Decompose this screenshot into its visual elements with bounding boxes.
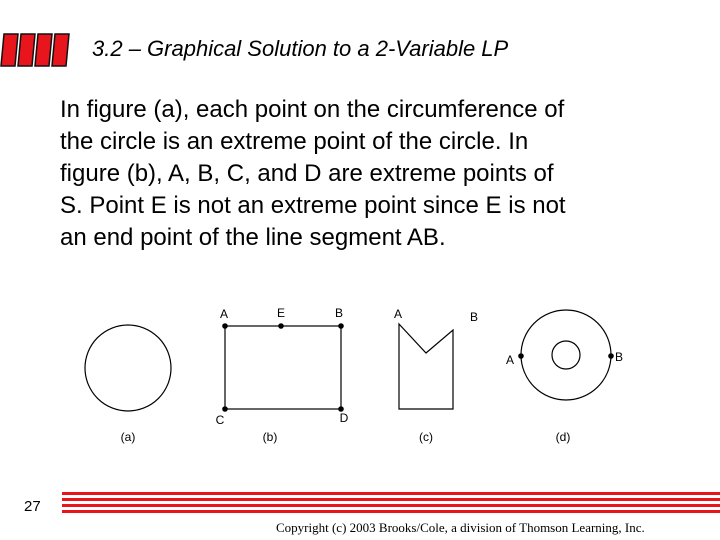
figure-c-label-b: B [469,310,479,324]
footer-stripes [62,490,720,516]
body-line: figure (b), A, B, C, and D are extreme points of [60,160,554,187]
figure-c-label-a: A [393,307,403,321]
body-line: S. Point E is not an extreme point since E is not [60,192,566,219]
figure-b-point-b [338,323,344,329]
figure-d-point-a [518,353,524,359]
figure-d-outer-circle [521,310,611,400]
figure-b-point-e [278,323,284,329]
figure-b-rectangle [225,326,341,409]
figure-c-caption: (c) [419,430,433,444]
figure-d-inner-circle [552,341,580,369]
figure-b-label-e: E [276,306,286,320]
body-line: an end point of the line segment AB. [60,224,446,251]
figure-d-label-a: A [505,353,515,367]
page-number: 27 [24,498,41,515]
figure-a-caption: (a) [120,430,136,444]
figure-b-label-a: A [219,307,229,321]
figure-d-point-b [608,353,614,359]
figure-c-polygon [399,324,453,409]
copyright-text: Copyright (c) 2003 Brooks/Cole, a division of Thomson Learning, Inc. [276,520,645,535]
figure-d-label-b: B [614,350,624,364]
figure-d-caption: (d) [555,430,571,444]
figure-b-label-b: B [334,306,344,320]
logo-stripes [0,32,76,68]
figure-a-circle [85,325,171,411]
body-line: the circle is an extreme point of the circle. In [60,128,529,155]
figure-b-point-a [222,323,228,329]
body-text [60,94,680,254]
extreme-points-figure [0,290,720,450]
figure-b-caption: (b) [262,430,278,444]
figure-b-point-c [222,406,228,412]
figure-b-label-c: C [215,413,225,427]
figure-b-label-d: D [339,411,349,425]
body-line: In figure (a), each point on the circumference of [60,96,565,123]
slide-title: 3.2 – Graphical Solution to a 2-Variable LP [92,36,509,61]
